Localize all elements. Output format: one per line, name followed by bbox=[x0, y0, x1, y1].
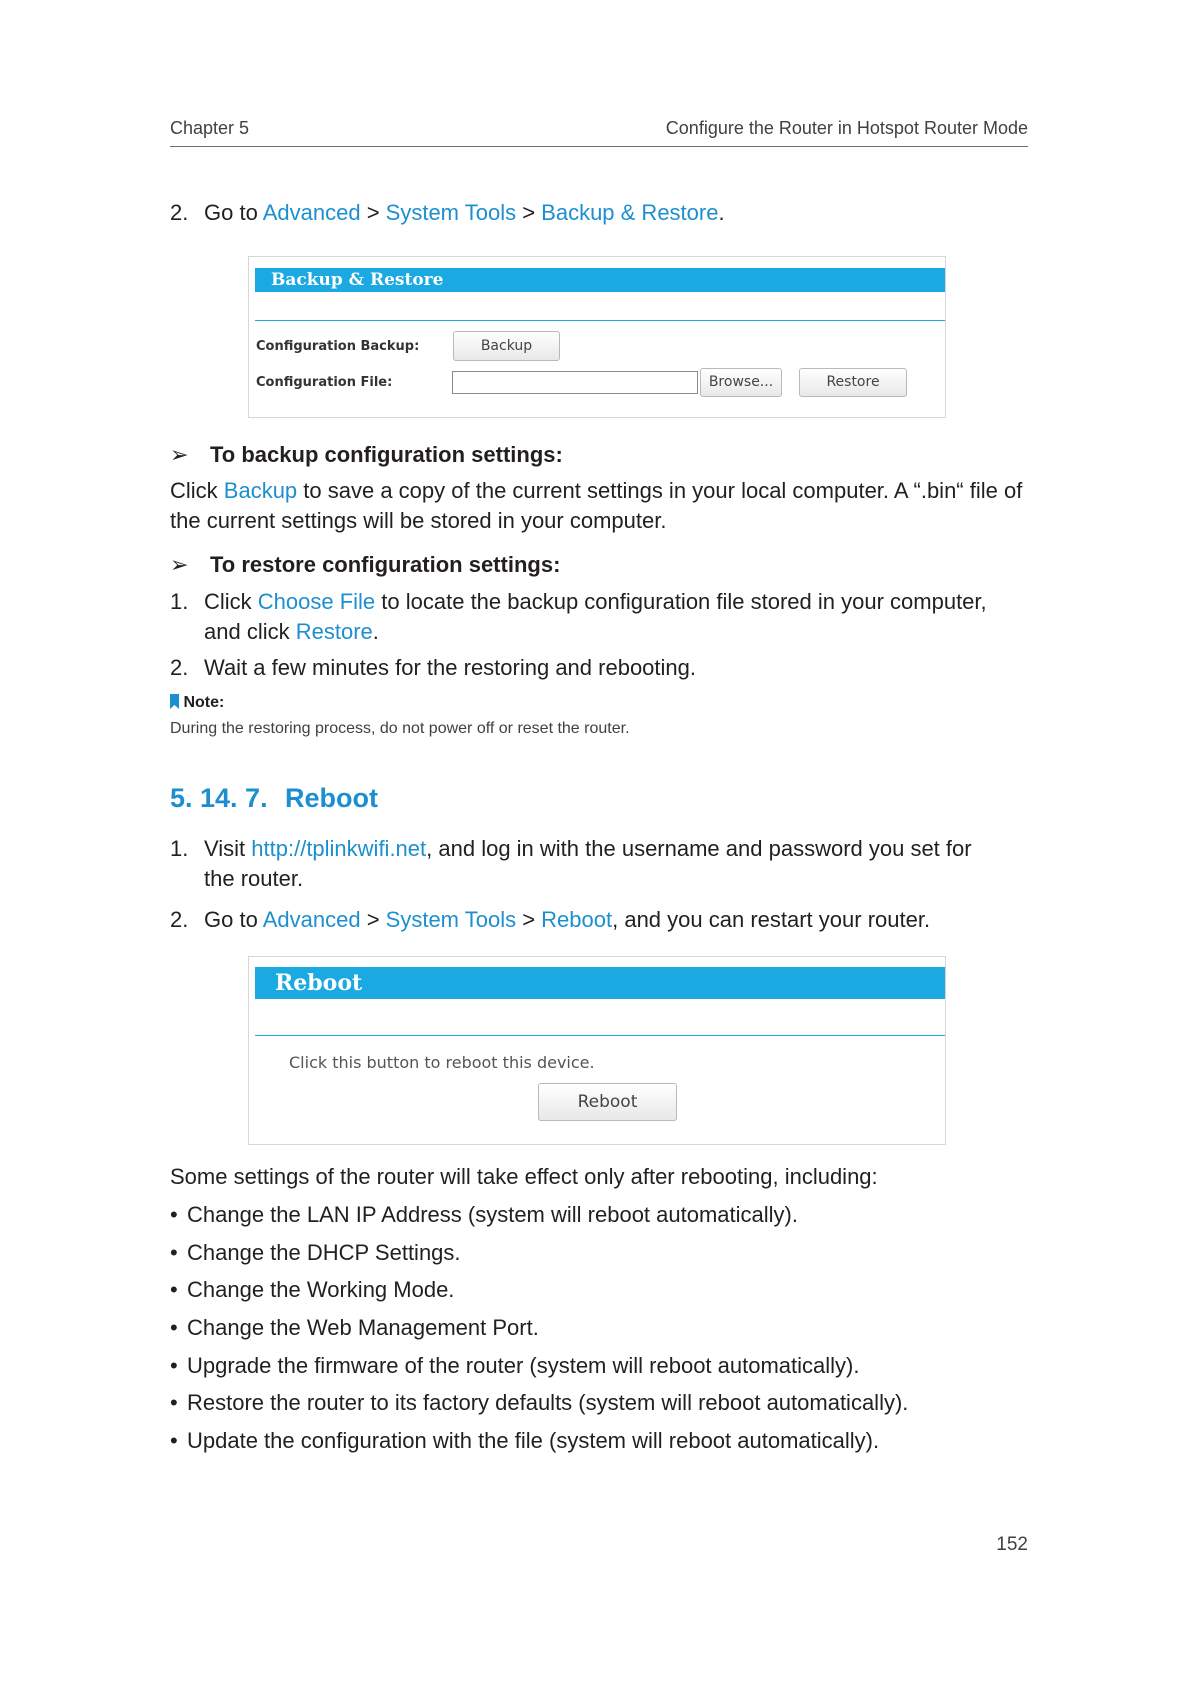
link-reboot[interactable]: Reboot bbox=[541, 907, 613, 932]
para-text: the current settings will be stored in your computer. bbox=[170, 508, 667, 533]
page-header bbox=[170, 118, 1028, 147]
period: . bbox=[372, 619, 379, 644]
step-number: 1. bbox=[170, 589, 189, 614]
settings-intro: Some settings of the router will take effect only after rebooting, including: bbox=[170, 1164, 878, 1189]
list-item bbox=[170, 1238, 461, 1268]
note-label bbox=[170, 694, 224, 712]
bullet-icon: • bbox=[170, 1277, 178, 1302]
step-text: Go to bbox=[204, 907, 263, 932]
reboot-step-1 bbox=[170, 834, 1028, 894]
restore-subheading bbox=[170, 550, 560, 580]
subheading-text: To restore configuration settings: bbox=[210, 552, 561, 577]
list-item-text: Update the configuration with the file (system will reboot automatically). bbox=[187, 1428, 880, 1453]
step-text: to locate the backup configuration file stored in your computer, bbox=[375, 589, 987, 614]
list-item bbox=[170, 1200, 798, 1230]
list-item bbox=[170, 1426, 879, 1456]
bullet-icon: • bbox=[170, 1390, 178, 1415]
config-backup-label: Configuration Backup: bbox=[256, 339, 420, 354]
separator: > bbox=[360, 200, 386, 225]
link-choose-file[interactable]: Choose File bbox=[257, 589, 376, 614]
step-number: 1. bbox=[170, 836, 189, 861]
link-backup-restore[interactable]: Backup & Restore bbox=[541, 200, 719, 225]
step-number: 2. bbox=[170, 200, 189, 225]
chapter-title: Configure the Router in Hotspot Router Mode bbox=[665, 118, 1028, 138]
config-file-input[interactable] bbox=[452, 371, 698, 394]
panel-title-bar: Backup & Restore bbox=[255, 268, 945, 292]
link-advanced[interactable]: Advanced bbox=[262, 200, 361, 225]
step-number: 2. bbox=[170, 655, 189, 680]
panel-title-bar: Reboot bbox=[255, 967, 945, 999]
link-tplinkwifi[interactable]: http://tplinkwifi.net bbox=[251, 836, 427, 861]
list-item-text: Change the Working Mode. bbox=[187, 1277, 455, 1302]
backup-restore-panel bbox=[248, 256, 946, 418]
link-advanced[interactable]: Advanced bbox=[262, 907, 361, 932]
panel-divider bbox=[255, 1035, 945, 1036]
restore-step-1 bbox=[170, 587, 1028, 647]
list-item bbox=[170, 1388, 908, 1418]
step-text: Go to bbox=[204, 200, 263, 225]
backup-subheading bbox=[170, 440, 563, 470]
reboot-hint: Click this button to reboot this device. bbox=[289, 1053, 595, 1072]
arrow-bullet-icon: ➢ bbox=[170, 442, 189, 467]
browse-button[interactable]: Browse... bbox=[700, 368, 782, 397]
section-title: Reboot bbox=[285, 783, 378, 813]
note-text: During the restoring process, do not power off or reset the router. bbox=[170, 720, 630, 737]
step-text: and click bbox=[204, 619, 296, 644]
reboot-panel bbox=[248, 956, 946, 1145]
list-item bbox=[170, 1313, 539, 1343]
panel-divider bbox=[255, 320, 945, 321]
bookmark-icon bbox=[170, 694, 179, 709]
list-item-text: Upgrade the firmware of the router (system will reboot automatically). bbox=[187, 1353, 860, 1378]
para-text: Click bbox=[170, 478, 224, 503]
step-text: , and you can restart your router. bbox=[612, 907, 931, 932]
restore-button[interactable]: Restore bbox=[799, 368, 907, 397]
step-text: the router. bbox=[204, 866, 304, 891]
step-backup-nav bbox=[170, 198, 1028, 228]
step-text: Visit bbox=[204, 836, 252, 861]
list-item-text: Change the LAN IP Address (system will reboot automatically). bbox=[187, 1202, 798, 1227]
reboot-button[interactable]: Reboot bbox=[538, 1083, 677, 1121]
bullet-icon: • bbox=[170, 1240, 178, 1265]
step-text: Wait a few minutes for the restoring and rebooting. bbox=[204, 655, 696, 680]
list-item-text: Restore the router to its factory defaults (system will reboot automatically). bbox=[187, 1390, 909, 1415]
link-system-tools[interactable]: System Tools bbox=[385, 907, 517, 932]
step-number: 2. bbox=[170, 907, 189, 932]
para-text: to save a copy of the current settings in your local computer. A “.bin“ file of bbox=[297, 478, 1023, 503]
step-text: , and log in with the username and password you set for bbox=[426, 836, 972, 861]
section-number: 5. 14. 7. bbox=[170, 783, 268, 813]
chapter-label: Chapter 5 bbox=[170, 118, 250, 138]
bullet-icon: • bbox=[170, 1353, 178, 1378]
subheading-text: To backup configuration settings: bbox=[210, 442, 563, 467]
list-item bbox=[170, 1351, 859, 1381]
separator: > bbox=[516, 200, 542, 225]
reboot-step-2 bbox=[170, 905, 1028, 935]
step-text: Click bbox=[204, 589, 258, 614]
bullet-icon: • bbox=[170, 1315, 178, 1340]
separator: > bbox=[360, 907, 386, 932]
list-item bbox=[170, 1275, 454, 1305]
page-number: 152 bbox=[996, 1534, 1028, 1555]
separator: > bbox=[516, 907, 542, 932]
restore-step-2 bbox=[170, 653, 1028, 683]
bullet-icon: • bbox=[170, 1428, 178, 1453]
section-heading bbox=[170, 783, 378, 814]
link-restore[interactable]: Restore bbox=[295, 619, 373, 644]
config-file-label: Configuration File: bbox=[256, 375, 393, 390]
link-backup[interactable]: Backup bbox=[223, 478, 298, 503]
note-label-text: Note: bbox=[183, 694, 225, 711]
backup-paragraph bbox=[170, 476, 1028, 536]
list-item-text: Change the DHCP Settings. bbox=[187, 1240, 461, 1265]
list-item-text: Change the Web Management Port. bbox=[187, 1315, 539, 1340]
bullet-icon: • bbox=[170, 1202, 178, 1227]
arrow-bullet-icon: ➢ bbox=[170, 552, 189, 577]
link-system-tools[interactable]: System Tools bbox=[385, 200, 517, 225]
backup-button[interactable]: Backup bbox=[453, 331, 560, 361]
period: . bbox=[718, 200, 725, 225]
